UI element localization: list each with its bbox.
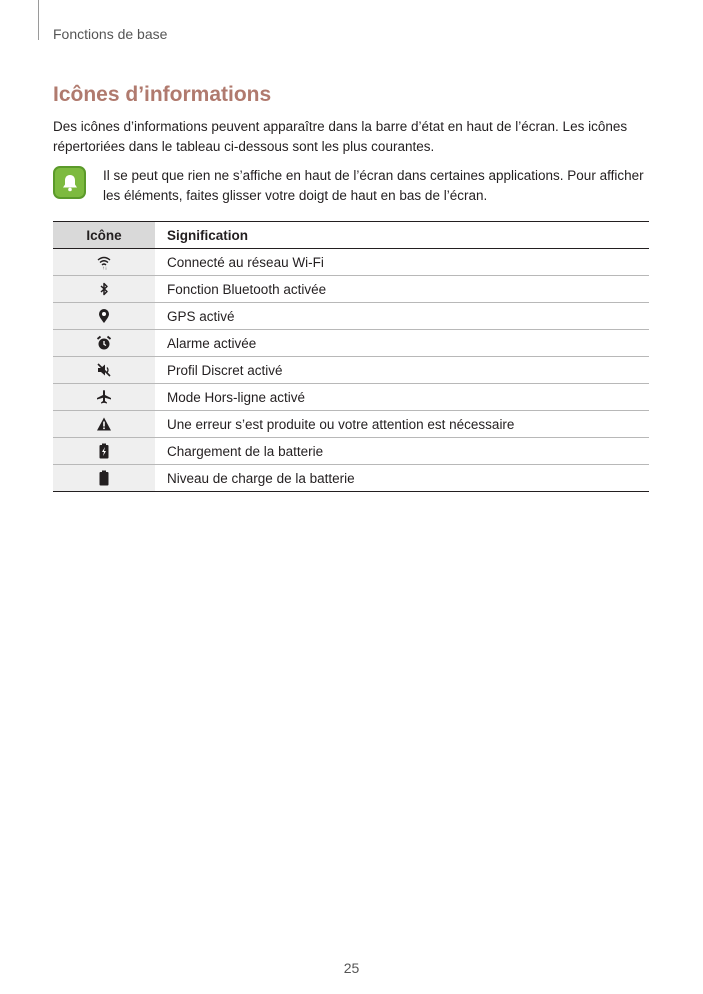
table-row	[53, 438, 649, 465]
meaning-wifi: Connecté au réseau Wi-Fi	[155, 249, 649, 276]
meaning-battery-level: Niveau de charge de la batterie	[155, 465, 649, 492]
svg-text:↑↓: ↑↓	[102, 265, 108, 271]
speaker-muted-icon	[96, 362, 112, 378]
location-pin-icon	[96, 308, 112, 324]
table-header-row	[53, 222, 649, 249]
meaning-battery-charging: Chargement de la batterie	[155, 438, 649, 465]
table-row	[53, 411, 649, 438]
table-row	[53, 357, 649, 384]
meaning-gps: GPS activé	[155, 303, 649, 330]
table-row	[53, 384, 649, 411]
page-number: 25	[343, 960, 360, 976]
battery-charging-icon	[96, 443, 112, 459]
table-row	[53, 465, 649, 492]
table-row	[53, 303, 649, 330]
header-rule	[38, 0, 39, 40]
battery-level-icon	[96, 470, 112, 486]
section-header: Fonctions de base	[53, 26, 168, 42]
header-meaning-column: Signification	[155, 222, 649, 249]
table-row	[53, 330, 649, 357]
bluetooth-icon	[96, 281, 112, 297]
airplane-icon	[96, 389, 112, 405]
table-row	[53, 276, 649, 303]
bell-icon	[53, 166, 86, 199]
alarm-clock-icon	[96, 335, 112, 351]
warning-triangle-icon	[96, 416, 112, 432]
page-title: Icônes d’informations	[53, 83, 272, 106]
meaning-warning: Une erreur s’est produite ou votre attention est nécessaire	[155, 411, 649, 438]
wifi-icon	[96, 254, 112, 270]
meaning-alarm: Alarme activée	[155, 330, 649, 357]
meaning-silent: Profil Discret activé	[155, 357, 649, 384]
icons-table	[53, 221, 649, 492]
intro-paragraph: Des icônes d’informations peuvent apparaître dans la barre d’état en haut de l’écran. Les icônes répertoriées dans le tableau ci-dessous sont les plus courantes.	[53, 119, 628, 154]
meaning-airplane: Mode Hors-ligne activé	[155, 384, 649, 411]
meaning-bluetooth: Fonction Bluetooth activée	[155, 276, 649, 303]
table-row	[53, 249, 649, 276]
note-text: Il se peut que rien ne s’affiche en haut de l’écran dans certaines applications. Pour afficher les éléments, faites glisser votre doigt de haut en bas de l’écran.	[103, 168, 644, 203]
header-icon-column: Icône	[53, 222, 155, 249]
note-box	[53, 166, 653, 206]
